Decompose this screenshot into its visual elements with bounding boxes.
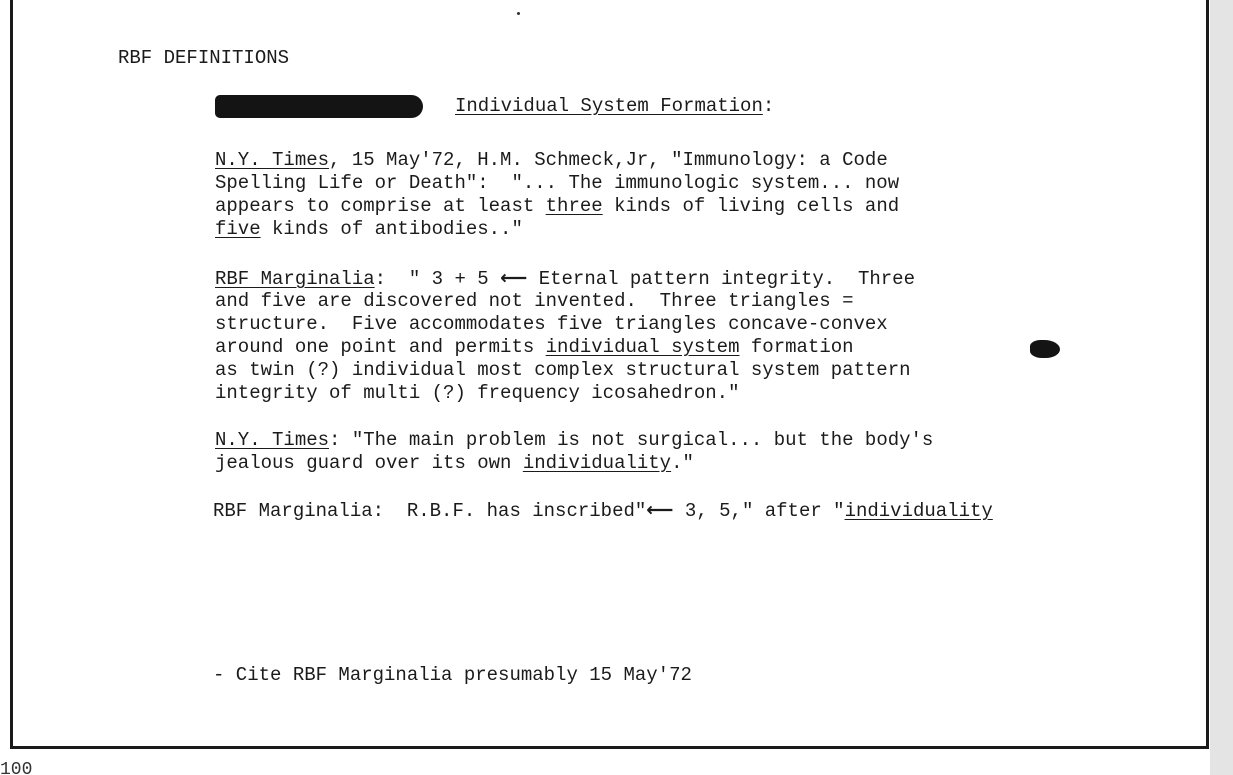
quote2-individuality: individuality [522,452,672,474]
quote2-line2-a: jealous guard over its own [215,452,523,474]
marginalia1-line1-b: Eternal pattern integrity. Three [527,268,915,290]
marginalia1-line1 [215,268,915,290]
marginalia2-text-b: 3, 5," after " [673,500,845,522]
marginalia2-line [213,500,993,522]
scan-edge [1210,0,1233,775]
left-arrow-icon: ⟵ [646,499,674,521]
entry-heading-text: Individual System Formation [455,95,763,117]
quote1-three: three [545,195,603,217]
quote2-source: N.Y. Times [215,429,330,451]
quote2-line1-rest: : "The main problem is not surgical... but the body's [329,429,934,451]
marginalia1-individual-system: individual system [545,336,740,358]
quote1-line3 [215,196,899,217]
quote1-line4 [215,219,523,240]
redaction-bar [215,95,423,118]
citation-line: - Cite RBF Marginalia presumably 15 May'72 [213,664,692,686]
quote1-line4-b: kinds of antibodies.." [260,218,523,240]
quote1-line3-b: kinds of living cells and [602,195,900,217]
marginalia1-line1-a: : " 3 + 5 [374,268,501,290]
quote1-five: five [215,218,261,240]
marginalia1-line4-a: around one point and permits [215,336,546,358]
marginalia1-line2: and five are discovered not invented. Three triangles = [215,290,854,312]
marginalia1-label: RBF Marginalia [215,268,375,290]
marginalia2-individuality: individuality [844,500,993,522]
entry-heading-suffix: : [762,95,775,117]
page-number: 100 [0,760,33,775]
quote1-line1-rest: , 15 May'72, H.M. Schmeck,Jr, "Immunology: a Code [329,149,888,171]
quote1-source: N.Y. Times [215,149,330,171]
quote2-line2-b: ." [671,452,694,474]
quote1-line1 [215,150,888,171]
ink-blot [1030,340,1060,358]
marginalia1-line6: integrity of multi (?) frequency icosahedron." [215,382,740,404]
marginalia2-text-a: RBF Marginalia: R.B.F. has inscribed" [213,500,647,522]
quote1-line3-a: appears to comprise at least [215,195,546,217]
quote2-line2 [215,453,694,474]
quote1-line2: Spelling Life or Death": "... The immunologic system... now [215,172,900,194]
card-title: RBF DEFINITIONS [118,47,290,69]
left-arrow-icon: ⟵ [500,267,528,289]
marginalia1-line5: as twin (?) individual most complex structural system pattern [215,359,911,381]
marginalia1-line4 [215,337,854,358]
entry-heading [455,96,774,117]
marginalia1-line4-b: formation [739,336,854,358]
marginalia1-line3: structure. Five accommodates five triangles concave-convex [215,313,888,335]
quote2-line1 [215,430,933,451]
speck [517,12,520,15]
